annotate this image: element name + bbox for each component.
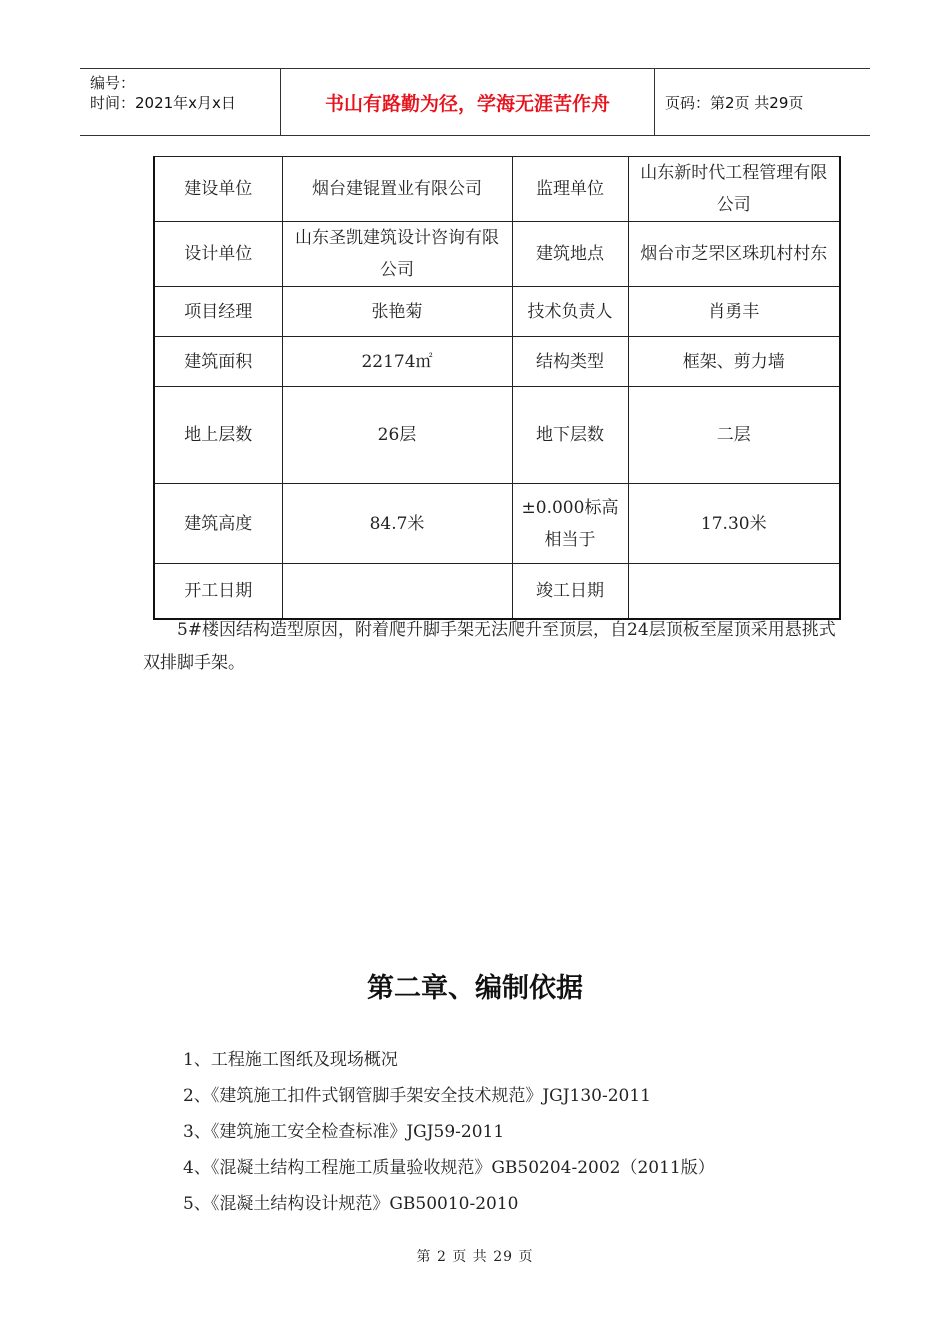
header-number-label: 编号： xyxy=(90,74,136,92)
table-cell: ±0.000标高相当于 xyxy=(512,484,628,564)
table-cell: 竣工日期 xyxy=(512,564,628,619)
header-page-label: 页码：第2页 共29页 xyxy=(665,93,804,112)
table-row xyxy=(154,337,840,387)
table-cell: 26层 xyxy=(282,387,512,484)
table-cell: 建筑高度 xyxy=(154,484,282,564)
chapter-title: 第二章、编制依据 xyxy=(367,973,583,1004)
table-row xyxy=(154,564,840,619)
table-cell: 结构类型 xyxy=(512,337,628,387)
project-info-table xyxy=(153,156,841,620)
table-cell: 项目经理 xyxy=(154,287,282,337)
table-cell xyxy=(282,564,512,619)
page-header xyxy=(80,68,870,136)
table-cell: 22174㎡ xyxy=(282,337,512,387)
list-item: 4、《混凝土结构工程施工质量验收规范》GB50204-2002（2011版） xyxy=(183,1158,715,1178)
table-row xyxy=(154,287,840,337)
list-item: 1、工程施工图纸及现场概况 xyxy=(183,1050,398,1070)
table-cell: 开工日期 xyxy=(154,564,282,619)
table-cell: 建筑面积 xyxy=(154,337,282,387)
header-motto: 书山有路勤为径，学海无涯苦作舟 xyxy=(281,69,655,135)
table-cell: 肖勇丰 xyxy=(628,287,840,337)
table-row xyxy=(154,387,840,484)
table-cell: 烟台市芝罘区珠玑村村东 xyxy=(628,222,840,287)
table-cell: 地上层数 xyxy=(154,387,282,484)
list-item: 3、《建筑施工安全检查标准》JGJ59-2011 xyxy=(183,1122,505,1142)
table-cell: 技术负责人 xyxy=(512,287,628,337)
table-cell: 监理单位 xyxy=(512,157,628,222)
table-row xyxy=(154,157,840,222)
table-cell: 设计单位 xyxy=(154,222,282,287)
reference-list xyxy=(183,1042,715,1222)
list-item: 2、《建筑施工扣件式钢管脚手架安全技术规范》JGJ130-2011 xyxy=(183,1086,651,1106)
table-cell: 山东圣凯建筑设计咨询有限公司 xyxy=(282,222,512,287)
table-cell: 建筑地点 xyxy=(512,222,628,287)
table-cell: 地下层数 xyxy=(512,387,628,484)
table-cell: 17.30米 xyxy=(628,484,840,564)
header-meta xyxy=(80,69,281,135)
page-footer: 第 2 页 共 29 页 xyxy=(416,1249,534,1265)
table-row xyxy=(154,222,840,287)
table-cell xyxy=(628,564,840,619)
table-cell: 建设单位 xyxy=(154,157,282,222)
table-cell: 烟台建锟置业有限公司 xyxy=(282,157,512,222)
table-cell: 84.7米 xyxy=(282,484,512,564)
table-cell: 二层 xyxy=(628,387,840,484)
table-cell: 框架、剪力墙 xyxy=(628,337,840,387)
table-row xyxy=(154,484,840,564)
table-cell: 山东新时代工程管理有限公司 xyxy=(628,157,840,222)
list-item: 5、《混凝土结构设计规范》GB50010-2010 xyxy=(183,1194,519,1214)
table-cell: 张艳菊 xyxy=(282,287,512,337)
scaffold-note-paragraph: 5#楼因结构造型原因，附着爬升脚手架无法爬升至顶层，自24层顶板至屋顶采用悬挑式双排脚手架。 xyxy=(143,620,836,673)
header-time-label: 时间：2021年x月x日 xyxy=(90,94,236,112)
